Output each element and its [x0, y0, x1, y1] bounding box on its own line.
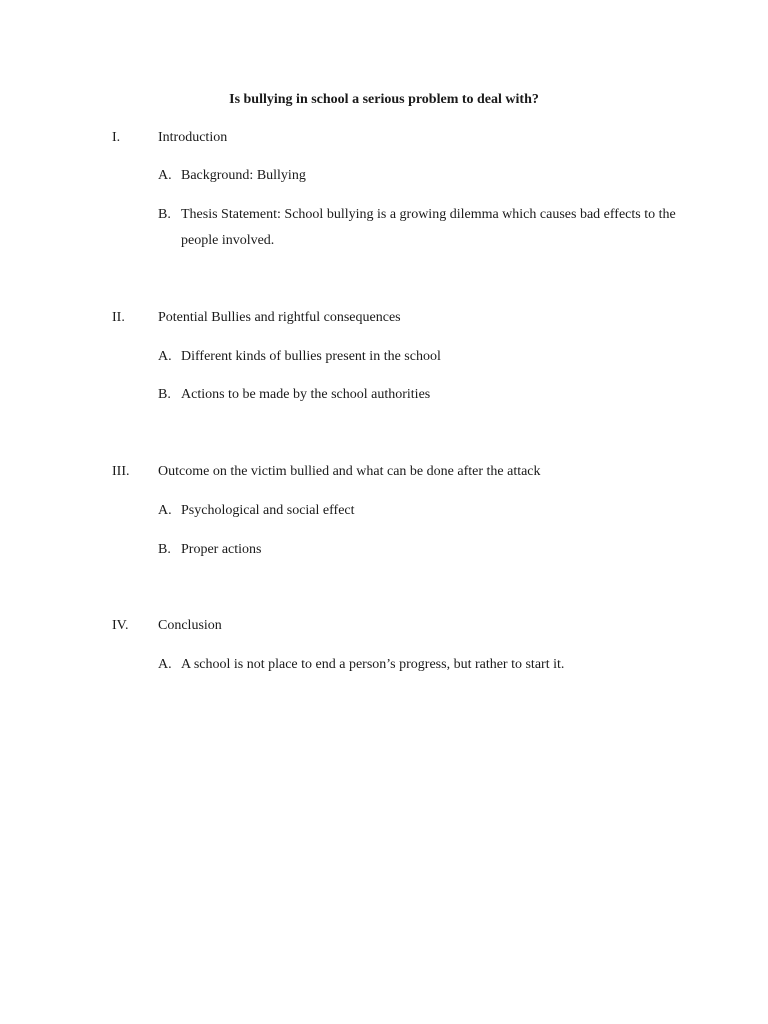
- item-text-proper-actions: Proper actions: [181, 542, 262, 557]
- section-heading-potential-bullies: Potential Bullies and rightful consequences: [158, 310, 401, 325]
- section-heading-conclusion: Conclusion: [158, 618, 222, 633]
- section-numeral-iii: III.: [112, 464, 130, 479]
- item-letter: A.: [158, 349, 172, 364]
- section-numeral-i: I.: [112, 130, 121, 145]
- section-numeral-iv: IV.: [112, 618, 129, 633]
- section-numeral-ii: II.: [112, 310, 125, 325]
- item-letter: A.: [158, 657, 172, 672]
- section-heading-outcome: Outcome on the victim bullied and what can be done after the attack: [158, 464, 541, 479]
- document-title: Is bullying in school a serious problem to deal with?: [229, 92, 539, 107]
- item-letter: B.: [158, 207, 171, 222]
- item-letter: A.: [158, 503, 172, 518]
- item-text-school-actions: Actions to be made by the school authorities: [181, 387, 431, 402]
- item-letter: B.: [158, 542, 171, 557]
- item-letter: B.: [158, 387, 171, 402]
- item-text-kinds-of-bullies: Different kinds of bullies present in the school: [181, 349, 441, 364]
- item-letter: A.: [158, 168, 172, 183]
- item-text-psychological-effect: Psychological and social effect: [181, 503, 355, 518]
- item-text-school-purpose: A school is not place to end a person’s progress, but rather to start it.: [181, 657, 565, 672]
- item-text-thesis-statement: Thesis Statement: School bullying is a growing dilemma which causes bad effects to the people involved.: [181, 207, 676, 248]
- section-heading-introduction: Introduction: [158, 130, 228, 145]
- item-text-background: Background: Bullying: [181, 168, 306, 183]
